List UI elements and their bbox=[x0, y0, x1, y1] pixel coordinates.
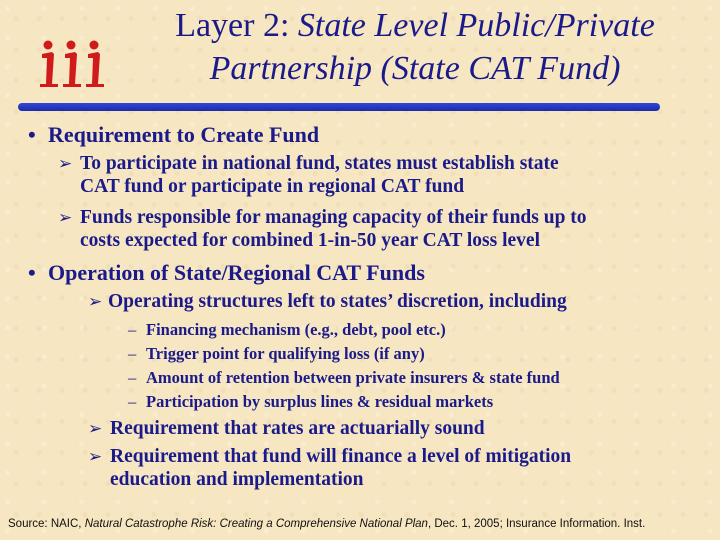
source-prefix: Source: NAIC, bbox=[8, 518, 85, 530]
bullet-requirement-to-create-fund: Requirement to Create Fund bbox=[48, 122, 320, 147]
subitem-mitigation-line-2: education and implementation bbox=[110, 469, 364, 490]
dash-item-financing: Financing mechanism (e.g., debt, pool etc.) bbox=[146, 320, 446, 339]
title-line-1 bbox=[120, 4, 710, 47]
slide-title bbox=[120, 4, 710, 90]
bullet-marker: • bbox=[28, 122, 36, 147]
dash-item-trigger: Trigger point for qualifying loss (if any) bbox=[146, 344, 425, 363]
subitem-funds-responsible-line-1: Funds responsible for managing capacity of their funds up to bbox=[80, 207, 587, 228]
arrow-bullet-icon: ➢ bbox=[58, 154, 73, 174]
dash-marker: – bbox=[128, 392, 137, 411]
arrow-bullet-icon: ➢ bbox=[88, 419, 103, 439]
title-divider bbox=[18, 103, 660, 111]
source-title: Natural Catastrophe Risk: Creating a Comprehensive National Plan bbox=[84, 518, 428, 530]
title-prefix: Layer 2: bbox=[175, 7, 298, 44]
arrow-bullet-icon: ➢ bbox=[88, 292, 103, 312]
dash-marker: – bbox=[128, 368, 137, 387]
subitem-participate-line-2: CAT fund or participate in regional CAT fund bbox=[80, 176, 465, 197]
arrow-bullet-icon: ➢ bbox=[88, 447, 103, 467]
bullet-operation-of-funds: Operation of State/Regional CAT Funds bbox=[48, 260, 425, 285]
bullet-marker: • bbox=[28, 260, 36, 285]
arrow-bullet-icon: ➢ bbox=[58, 208, 73, 228]
subitem-participate-line-1: To participate in national fund, states must establish state bbox=[80, 153, 559, 174]
subitem-mitigation-line-1: Requirement that fund will finance a level of mitigation bbox=[110, 446, 572, 467]
source-citation bbox=[8, 518, 645, 530]
subitem-operating-structures: Operating structures left to states’ discretion, including bbox=[108, 291, 567, 312]
dash-marker: – bbox=[128, 320, 137, 339]
subitem-rates-sound: Requirement that rates are actuarially sound bbox=[110, 418, 485, 439]
dash-item-participation: Participation by surplus lines & residual markets bbox=[146, 392, 494, 411]
subitem-funds-responsible-line-2: costs expected for combined 1-in-50 year CAT loss level bbox=[80, 230, 541, 251]
dash-marker: – bbox=[128, 344, 137, 363]
dash-item-retention: Amount of retention between private insurers & state fund bbox=[146, 368, 560, 387]
title-line-1-italic: State Level Public/Private bbox=[297, 7, 655, 44]
source-suffix: , Dec. 1, 2005; Insurance Information. Inst. bbox=[427, 518, 646, 530]
iii-logo-icon bbox=[38, 40, 104, 88]
title-line-2: Partnership (State CAT Fund) bbox=[209, 50, 621, 87]
